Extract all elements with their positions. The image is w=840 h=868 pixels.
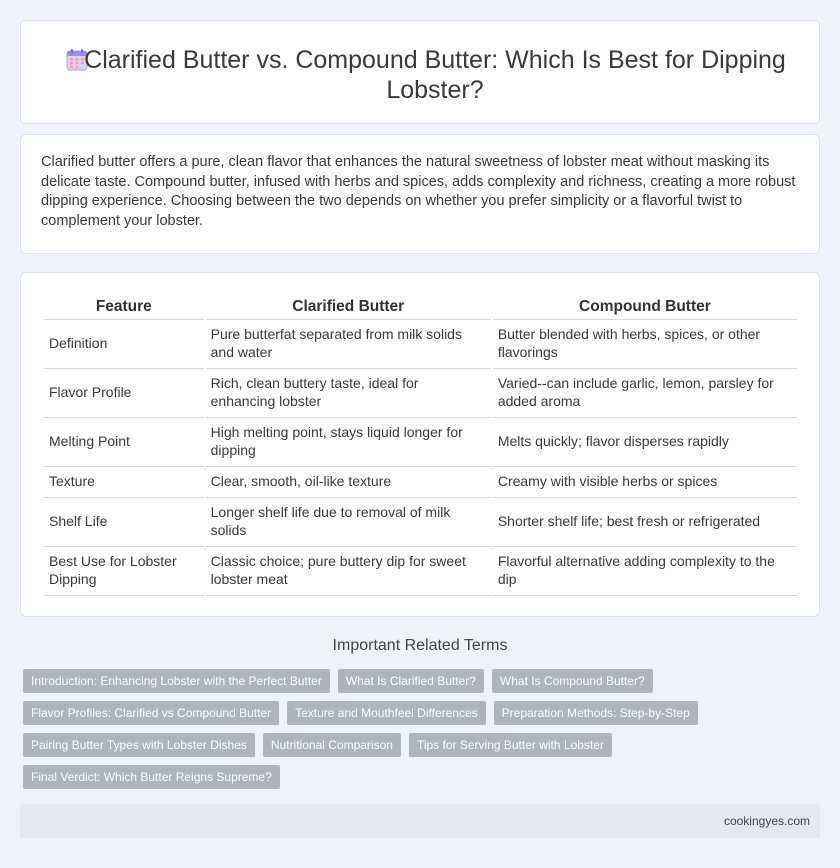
related-terms-heading: Important Related Terms: [332, 637, 508, 654]
table-row: [44, 547, 797, 596]
table-cell-compound: Varied--can include garlic, lemon, parsley for added aroma: [493, 369, 797, 418]
table-cell-feature: Texture: [44, 467, 204, 498]
comparison-table-card: [20, 272, 820, 617]
table-cell-feature: Melting Point: [44, 418, 204, 467]
table-cell-clarified: Longer shelf life due to removal of milk solids: [206, 498, 491, 547]
footer-site-name[interactable]: cookingyes.com: [723, 814, 810, 828]
comparison-table: [42, 295, 799, 596]
footer: [20, 804, 820, 838]
header-clarified-butter: Clarified Butter: [206, 295, 491, 320]
table-cell-feature: Best Use for Lobster Dipping: [44, 547, 204, 596]
title-card: [20, 20, 820, 124]
related-term-tag[interactable]: Introduction: Enhancing Lobster with the Perfect Butter: [23, 669, 330, 693]
page-title: Clarified Butter vs. Compound Butter: Which Is Best for Dipping Lobster?: [84, 46, 786, 104]
header-compound-butter: Compound Butter: [493, 295, 797, 320]
related-term-tag[interactable]: Flavor Profiles: Clarified vs Compound Butter: [23, 701, 279, 725]
table-cell-compound: Butter blended with herbs, spices, or other flavorings: [493, 320, 797, 369]
related-term-tag[interactable]: Tips for Serving Butter with Lobster: [409, 733, 612, 757]
table-cell-clarified: Clear, smooth, oil-like texture: [206, 467, 491, 498]
table-row: [44, 369, 797, 418]
header-feature: Feature: [44, 295, 204, 320]
related-term-tag[interactable]: What Is Clarified Butter?: [338, 669, 484, 693]
table-cell-compound: Creamy with visible herbs or spices: [493, 467, 797, 498]
table-cell-compound: Shorter shelf life; best fresh or refrigerated: [493, 498, 797, 547]
table-header-row: [44, 295, 797, 320]
related-term-tag[interactable]: What Is Compound Butter?: [492, 669, 653, 693]
related-term-tag[interactable]: Texture and Mouthfeel Differences: [287, 701, 486, 725]
related-terms-list: [23, 669, 823, 797]
table-cell-compound: Melts quickly; flavor disperses rapidly: [493, 418, 797, 467]
table-row: [44, 418, 797, 467]
related-term-tag[interactable]: Nutritional Comparison: [263, 733, 401, 757]
intro-card: [20, 134, 820, 254]
intro-paragraph: Clarified butter offers a pure, clean flavor that enhances the natural sweetness of lobster meat without masking its delicate taste. Compound butter, infused with herbs and spices, adds complexity and richness, creating a more robust dipping experience. Choosing between the two depends on whether you prefer simplicity or a flavorful twist to complement your lobster.: [41, 154, 796, 229]
table-cell-feature: Definition: [44, 320, 204, 369]
related-term-tag[interactable]: Final Verdict: Which Butter Reigns Supreme?: [23, 765, 280, 789]
table-row: [44, 498, 797, 547]
table-cell-compound: Flavorful alternative adding complexity to the dip: [493, 547, 797, 596]
table-cell-clarified: High melting point, stays liquid longer for dipping: [206, 418, 491, 467]
table-row: [44, 467, 797, 498]
related-term-tag[interactable]: Preparation Methods: Step-by-Step: [494, 701, 698, 725]
table-cell-clarified: Rich, clean buttery taste, ideal for enhancing lobster: [206, 369, 491, 418]
table-row: [44, 320, 797, 369]
table-cell-clarified: Classic choice; pure buttery dip for sweet lobster meat: [206, 547, 491, 596]
related-term-tag[interactable]: Pairing Butter Types with Lobster Dishes: [23, 733, 255, 757]
table-cell-clarified: Pure butterfat separated from milk solids and water: [206, 320, 491, 369]
table-cell-feature: Flavor Profile: [44, 369, 204, 418]
table-cell-feature: Shelf Life: [44, 498, 204, 547]
